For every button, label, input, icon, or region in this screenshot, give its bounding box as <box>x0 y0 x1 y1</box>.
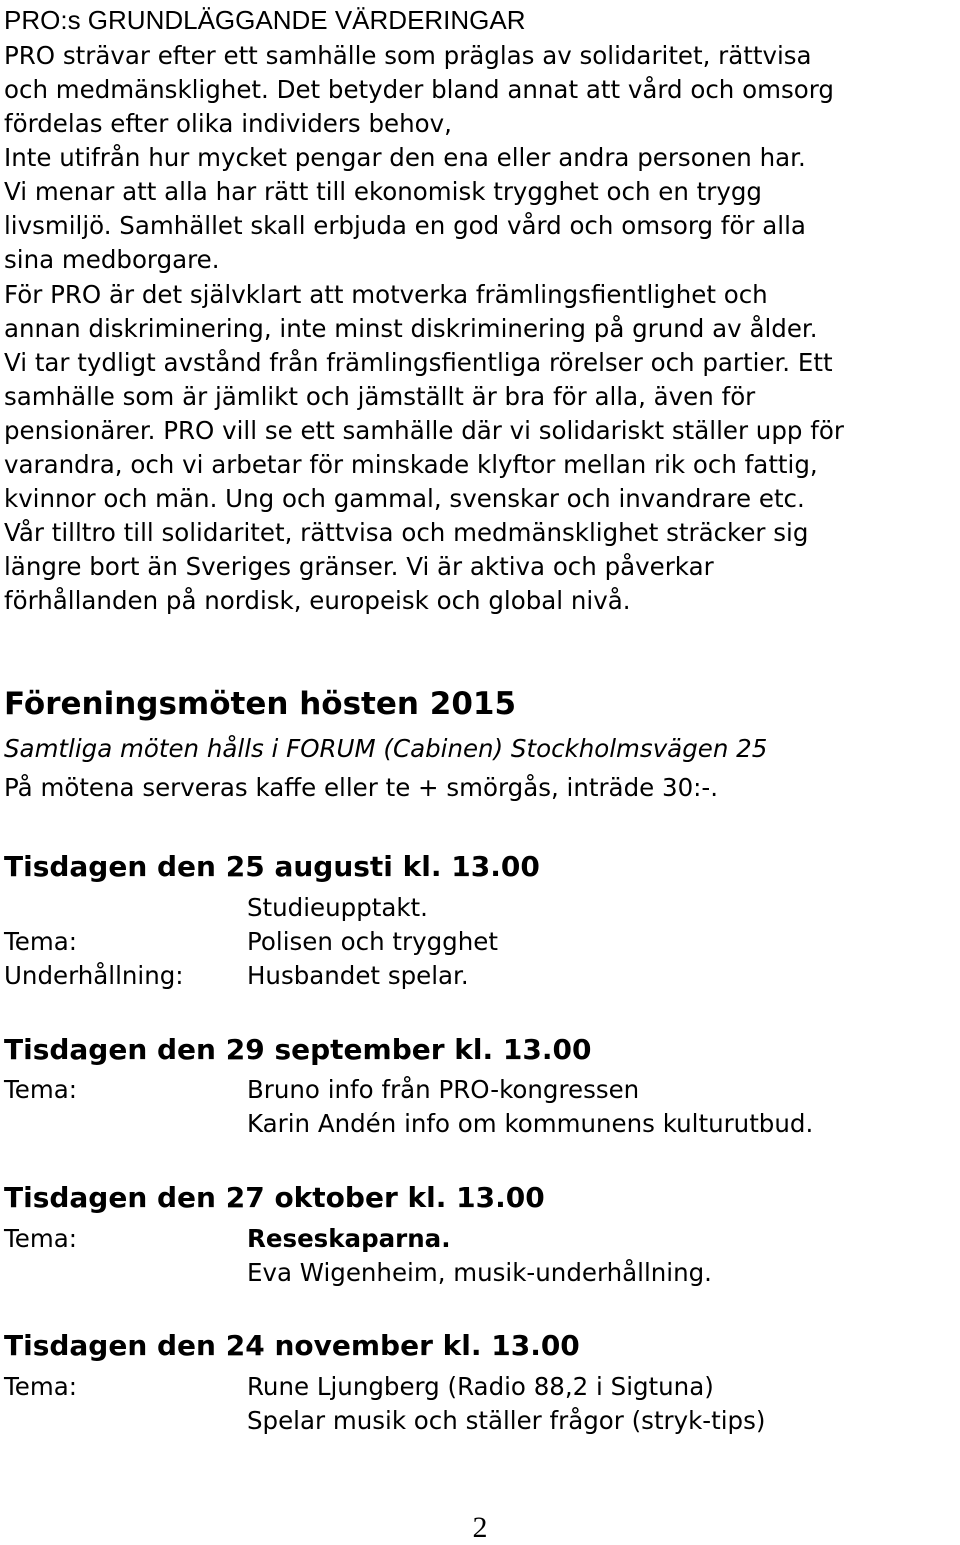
meeting-detail: Studieupptakt. <box>247 893 428 922</box>
values-line: samhälle som är jämlikt och jämställt är bra för alla, även för <box>4 382 756 411</box>
values-line: För PRO är det självklart att motverka främlingsfientlighet och <box>4 280 768 309</box>
values-line: Inte utifrån hur mycket pengar den ena eller andra personen har. <box>4 143 806 172</box>
values-line: Vi menar att alla har rätt till ekonomisk trygghet och en trygg <box>4 177 762 206</box>
meetings-heading: Föreningsmöten hösten 2015 <box>4 686 517 722</box>
meeting-detail: Eva Wigenheim, musik-underhållning. <box>247 1258 712 1287</box>
values-line: längre bort än Sveriges gränser. Vi är aktiva och påverkar <box>4 552 714 581</box>
meeting-detail: Spelar musik och ställer frågor (stryk-tips) <box>247 1406 766 1435</box>
meeting-detail: Polisen och trygghet <box>247 927 498 956</box>
meeting-detail: Husbandet spelar. <box>247 961 469 990</box>
values-line: fördelas efter olika individers behov, <box>4 109 452 138</box>
values-line: pensionärer. PRO vill se ett samhälle där vi solidariskt ställer upp för <box>4 416 844 445</box>
meeting-detail: Bruno info från PRO-kongressen <box>247 1075 640 1104</box>
values-line: annan diskriminering, inte minst diskriminering på grund av ålder. <box>4 314 818 343</box>
page-number: 2 <box>472 1511 488 1544</box>
values-title: PRO:s GRUNDLÄGGANDE VÄRDERINGAR <box>4 5 526 35</box>
meeting-detail: Reseskaparna. <box>247 1224 451 1253</box>
meeting-date: Tisdagen den 27 oktober kl. 13.00 <box>4 1181 545 1214</box>
values-line: livsmiljö. Samhället skall erbjuda en god vård och omsorg för alla <box>4 211 806 240</box>
meeting-detail: Rune Ljungberg (Radio 88,2 i Sigtuna) <box>247 1372 714 1401</box>
values-line: förhållanden på nordisk, europeisk och global nivå. <box>4 586 631 615</box>
values-line: sina medborgare. <box>4 245 220 274</box>
meeting-date: Tisdagen den 24 november kl. 13.00 <box>4 1329 580 1362</box>
meeting-label: Tema: <box>4 1372 78 1401</box>
values-line: varandra, och vi arbetar för minskade klyftor mellan rik och fattig, <box>4 450 818 479</box>
meeting-detail: Karin Andén info om kommunens kulturutbud. <box>247 1109 814 1138</box>
meeting-date: Tisdagen den 29 september kl. 13.00 <box>4 1033 592 1066</box>
values-line: Vi tar tydligt avstånd från främlingsfientliga rörelser och partier. Ett <box>4 348 833 377</box>
meeting-label: Tema: <box>4 1224 78 1253</box>
values-line: PRO strävar efter ett samhälle som präglas av solidaritet, rättvisa <box>4 41 812 70</box>
meetings-refreshments: På mötena serveras kaffe eller te + smörgås, inträde 30:-. <box>4 773 719 802</box>
values-line: Vår tilltro till solidaritet, rättvisa och medmänsklighet sträcker sig <box>4 518 809 547</box>
meeting-label: Tema: <box>4 1075 78 1104</box>
meeting-date: Tisdagen den 25 augusti kl. 13.00 <box>4 850 540 883</box>
values-line: och medmänsklighet. Det betyder bland annat att vård och omsorg <box>4 75 834 104</box>
meeting-label: Underhållning: <box>4 961 184 990</box>
values-line: kvinnor och män. Ung och gammal, svenskar och invandrare etc. <box>4 484 805 513</box>
meetings-location: Samtliga möten hålls i FORUM (Cabinen) Stockholmsvägen 25 <box>4 734 768 763</box>
meeting-label: Tema: <box>4 927 78 956</box>
